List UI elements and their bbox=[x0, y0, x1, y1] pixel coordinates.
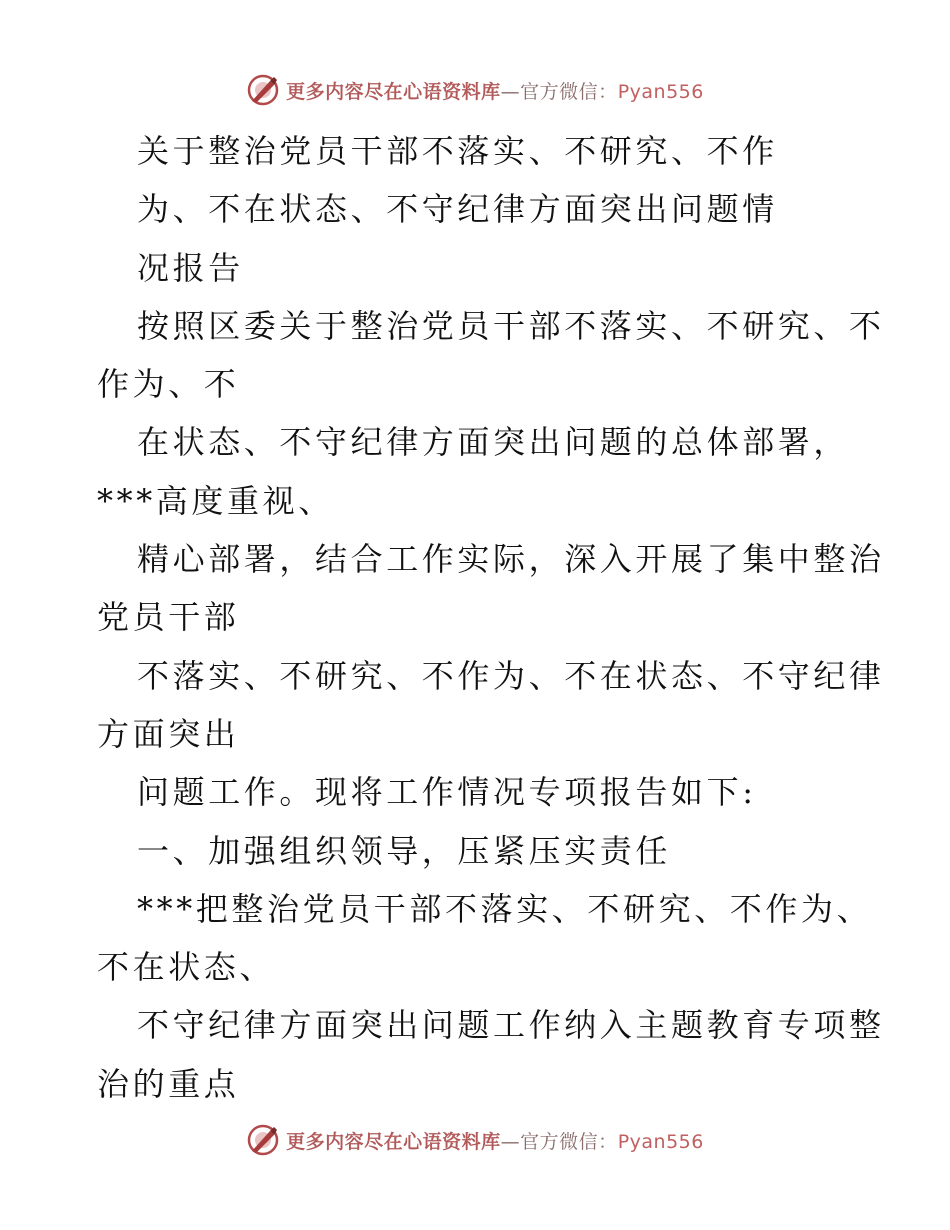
watermark-dash: — bbox=[500, 1130, 521, 1153]
pen-logo-icon bbox=[246, 73, 280, 107]
watermark-site-text: 更多内容尽在心语资料库 bbox=[286, 1130, 501, 1153]
footer-watermark bbox=[0, 1120, 950, 1160]
watermark-dash: — bbox=[500, 80, 521, 103]
text-line: 不在状态、 bbox=[97, 948, 276, 987]
watermark-wechat-label: 官方微信： bbox=[520, 80, 618, 103]
watermark-wechat-label: 官方微信： bbox=[520, 1130, 618, 1153]
text-line: 方面突出 bbox=[97, 714, 240, 753]
text-line: 作为、不 bbox=[97, 365, 240, 404]
text-line: 党员干部 bbox=[97, 598, 240, 637]
watermark-wechat-id: Pyan556 bbox=[617, 80, 704, 103]
watermark-text bbox=[286, 77, 704, 104]
text-line: 在状态、不守纪律方面突出问题的总体部署， bbox=[137, 423, 850, 462]
text-line: 关于整治党员干部不落实、不研究、不作 bbox=[137, 132, 778, 170]
text-line: 不落实、不研究、不作为、不在状态、不守纪律 bbox=[137, 656, 885, 695]
watermark-text bbox=[286, 1127, 704, 1154]
header-watermark bbox=[0, 70, 950, 110]
text-line: 按照区委关于整治党员干部不落实、不研究、不 bbox=[137, 306, 885, 345]
text-line: ***把整治党员干部不落实、不研究、不作为、 bbox=[137, 889, 873, 928]
text-line: 一、加强组织领导，压紧压实责任 bbox=[137, 831, 672, 870]
document-body bbox=[97, 122, 885, 1113]
watermark-site-text: 更多内容尽在心语资料库 bbox=[286, 80, 501, 103]
text-line: 问题工作。现将工作情况专项报告如下: bbox=[137, 773, 757, 812]
text-line: 治的重点 bbox=[97, 1064, 240, 1103]
text-line: 况报告 bbox=[137, 248, 244, 287]
text-line: 为、不在状态、不守纪律方面突出问题情 bbox=[137, 190, 778, 229]
watermark-wechat-id: Pyan556 bbox=[617, 1130, 704, 1153]
pen-logo-icon bbox=[246, 1123, 280, 1157]
text-line: 精心部署，结合工作实际，深入开展了集中整治 bbox=[137, 540, 885, 579]
text-line: 不守纪律方面突出问题工作纳入主题教育专项整 bbox=[137, 1006, 885, 1045]
text-line: ***高度重视、 bbox=[97, 481, 334, 520]
